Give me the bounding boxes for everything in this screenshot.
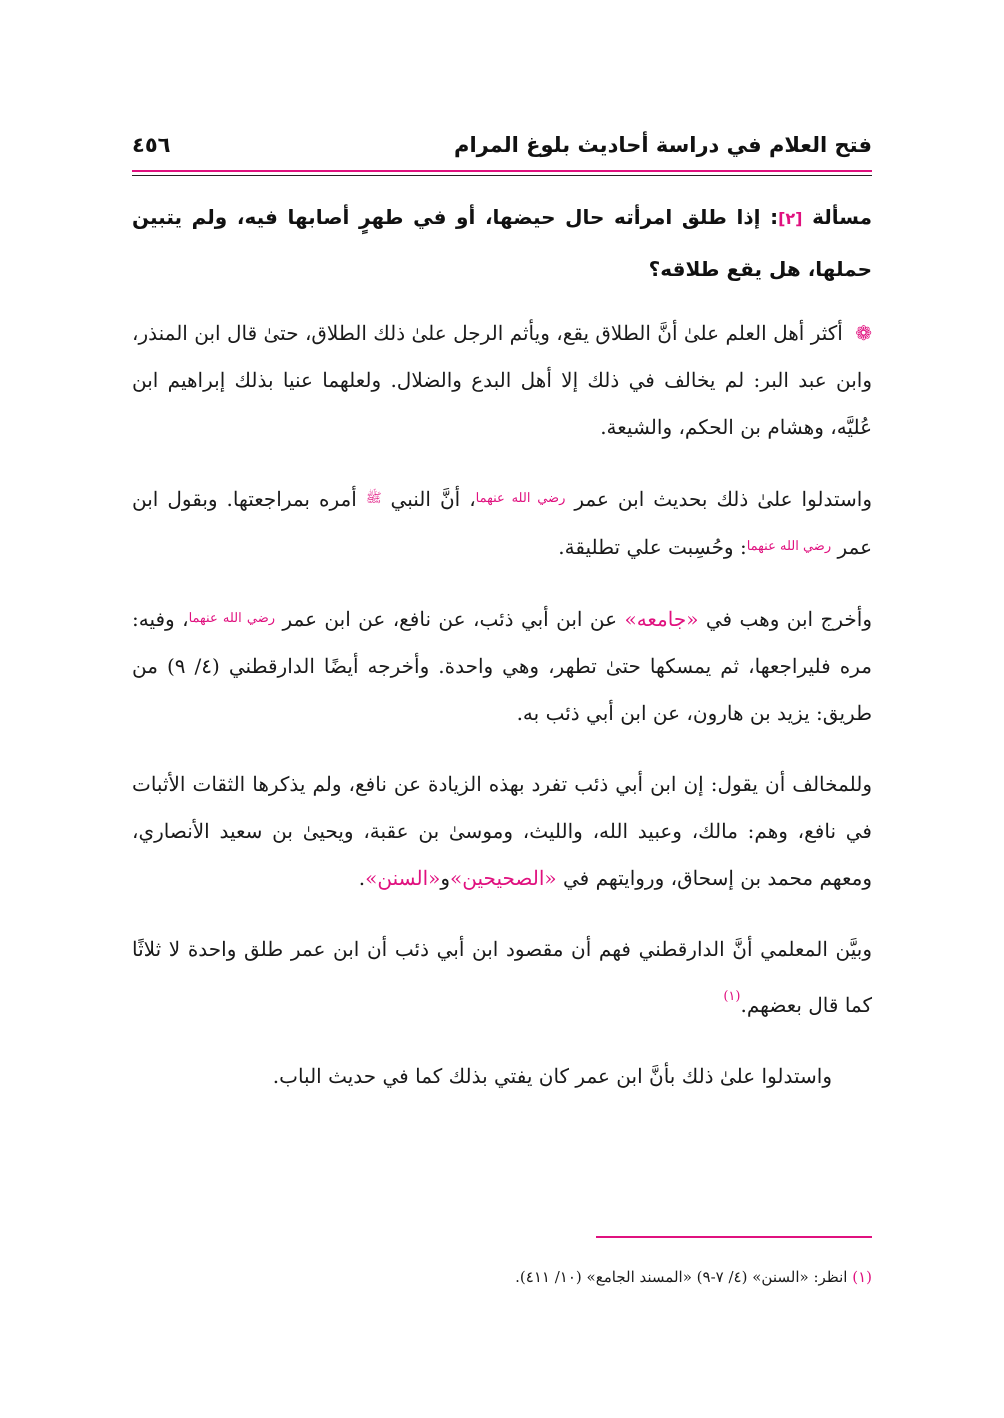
p4-part1: وللمخالف أن يقول: إن ابن أبي ذئب تفرد بهذه الزيادة عن نافع، ولم يذكرها الثقات الأثبات في نافع، وهم: مالك، وعبيد الله، والليث، وموسىٰ بن عقبة، ويحيىٰ بن سعيد الأنصاري، ومعهم محمد بن إسحاق، وروايتهم في (132, 772, 872, 890)
p3-part3: ، وفيه: مره فليراجعها، ثم يمسكها حتىٰ تطهر، وهي واحدة. وأخرجه أيضًا الدارقطني (٤/ ٩) من طريق: يزيد بن هارون، عن ابن أبي ذئب به. (132, 607, 872, 725)
page-number: ٤٥٦ (132, 133, 171, 157)
footnote-source-2: «المسند الجامع» (586, 1268, 692, 1286)
footnote-rule (596, 1236, 872, 1238)
honorific-radiallah-icon: رضي الله عنهما (746, 539, 832, 554)
question-text: : إذا طلق امرأته حال حيضها، أو في طهرٍ أصابها فيه، ولم يتبين حملها، هل يقع طلاقه؟ (132, 205, 872, 281)
p2-part2: ، أنَّ النبي (390, 487, 476, 511)
footnote-ref-2: (١٠/ ٤١١). (515, 1268, 582, 1286)
p3-part2: عن ابن أبي ذئب، عن نافع، عن ابن عمر (282, 607, 618, 631)
question-heading (132, 192, 872, 294)
source-title: «الصحيحين» (450, 866, 557, 890)
footnote-number: (١) (852, 1268, 872, 1286)
paragraph-2 (132, 475, 872, 571)
paragraph-3 (132, 595, 872, 737)
paragraph-6 (132, 1053, 872, 1100)
source-title: «جامعه» (624, 607, 699, 631)
document-page (132, 0, 872, 1418)
honorific-radiallah-icon: رضي الله عنهما (188, 611, 276, 626)
source-title: «السنن» (365, 866, 441, 890)
p4-end: . (358, 866, 366, 890)
header-rule-thin (132, 175, 872, 176)
footnote-source-1: «السنن» (752, 1268, 809, 1286)
footnote-reference: (١) (723, 989, 741, 1004)
question-number: [٢] (778, 209, 803, 228)
paragraph-6-text: واستدلوا علىٰ ذلك بأنَّ ابن عمر كان يفتي بذلك كما في حديث الباب. (272, 1064, 832, 1088)
footnote (132, 1262, 872, 1292)
paragraph-5 (132, 926, 872, 1029)
honorific-radiallah-icon: رضي الله عنهما (475, 491, 566, 506)
paragraph-1 (132, 310, 872, 451)
paragraph-5-text: وبيَّن المعلمي أنَّ الدارقطني فهم أن مقصود ابن أبي ذئب أن ابن عمر طلق واحدة لا ثلاثًا كما قال بعضهم. (132, 937, 872, 1017)
running-header (132, 128, 872, 168)
honorific-salallah-icon: ﷺ (365, 491, 382, 506)
p2-part1: واستدلوا علىٰ ذلك بحديث ابن عمر (574, 487, 873, 511)
book-title: فتح العلام في دراسة أحاديث بلوغ المرام (454, 133, 872, 157)
paragraph-1-text: أكثر أهل العلم علىٰ أنَّ الطلاق يقع، ويأثم الرجل علىٰ ذلك الطلاق، حتىٰ قال ابن المنذر، وابن عبد البر: لم يخالف في ذلك إلا أهل البدع والضلال. ولعلهما عنيا بذلك إبراهيم ابن عُليَّه، وهشام بن الحكم، والشيعة. (132, 321, 872, 439)
footnote-ref-1: (٤/ ٧-٩) (696, 1268, 748, 1286)
p3-part1: وأخرج ابن وهب في (705, 607, 873, 631)
header-rule-pink (132, 170, 872, 172)
question-label: مسألة (812, 205, 872, 229)
p2-part4: : وحُسِبت علي تطليقة. (558, 535, 747, 559)
body-text (132, 310, 872, 1124)
footnote-text: انظر: (813, 1268, 848, 1286)
p4-joiner: و (440, 866, 451, 890)
p2-part3: أمره بمراجعتها. وبقول ابن عمر (132, 487, 872, 559)
flower-bullet-icon: ❁ (855, 321, 872, 345)
paragraph-4 (132, 761, 872, 902)
